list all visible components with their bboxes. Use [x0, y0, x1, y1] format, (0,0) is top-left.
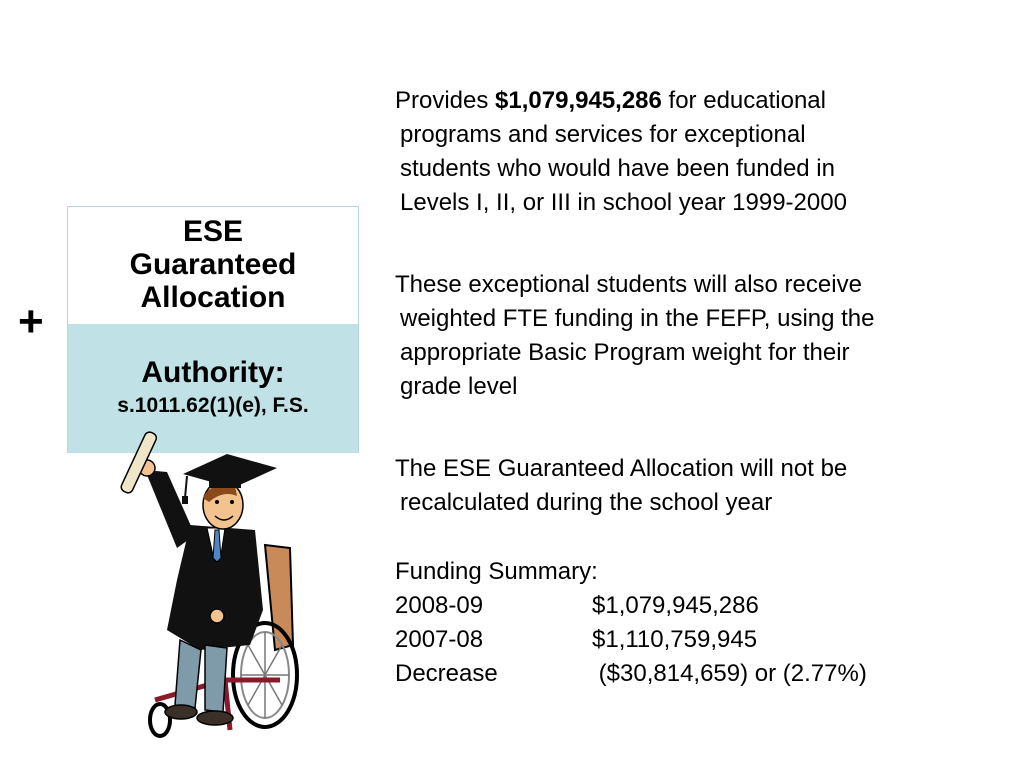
summary-row: [395, 589, 867, 623]
summary-row-value: $1,079,945,286: [592, 592, 759, 619]
p2-line2: weighted FTE funding in the FEFP, using the: [400, 305, 875, 332]
summary-row-label: 2007-08: [395, 626, 484, 653]
p1-line2: programs and services for exceptional: [400, 121, 806, 148]
p1-amount: $1,079,945,286: [495, 87, 662, 114]
authority-label: Authority:: [141, 356, 285, 389]
summary-row: [395, 623, 867, 657]
p2-line1: These exceptional students will also receive: [395, 271, 862, 298]
p2-line3: appropriate Basic Program weight for their: [400, 339, 850, 366]
funding-summary: [395, 555, 867, 691]
p1-line1-suffix: for educational: [661, 87, 826, 114]
allocation-title: [68, 207, 358, 324]
plus-sign: +: [18, 297, 44, 346]
summary-row-value: $1,110,759,945: [592, 626, 758, 653]
paragraph-recalculation: [395, 452, 995, 520]
summary-row-label: Decrease: [395, 660, 498, 687]
summary-row-value: ($30,814,659) or (2.77%): [592, 660, 867, 687]
title-line-1: ESE: [182, 215, 244, 248]
paragraph-funding: [395, 84, 995, 220]
title-line-2: Guaranteed: [129, 248, 297, 281]
summary-row-label: 2008-09: [395, 592, 484, 619]
p1-line3: students who would have been funded in: [400, 155, 835, 182]
allocation-box: [67, 206, 359, 453]
authority-reference: s.1011.62(1)(e), F.S.: [117, 394, 309, 417]
summary-row: [395, 657, 867, 691]
title-line-3: Allocation: [140, 281, 286, 314]
paragraph-weighted-fte: [395, 268, 995, 404]
p3-line1: The ESE Guaranteed Allocation will not be: [395, 455, 848, 482]
p2-line4: grade level: [400, 373, 518, 400]
p1-prefix: Provides: [395, 87, 496, 114]
summary-heading: Funding Summary:: [395, 558, 598, 585]
graduate-in-wheelchair-icon: [105, 430, 305, 750]
p3-line2: recalculated during the school year: [400, 489, 773, 516]
p1-line4: Levels I, II, or III in school year 1999-2000: [400, 189, 847, 216]
